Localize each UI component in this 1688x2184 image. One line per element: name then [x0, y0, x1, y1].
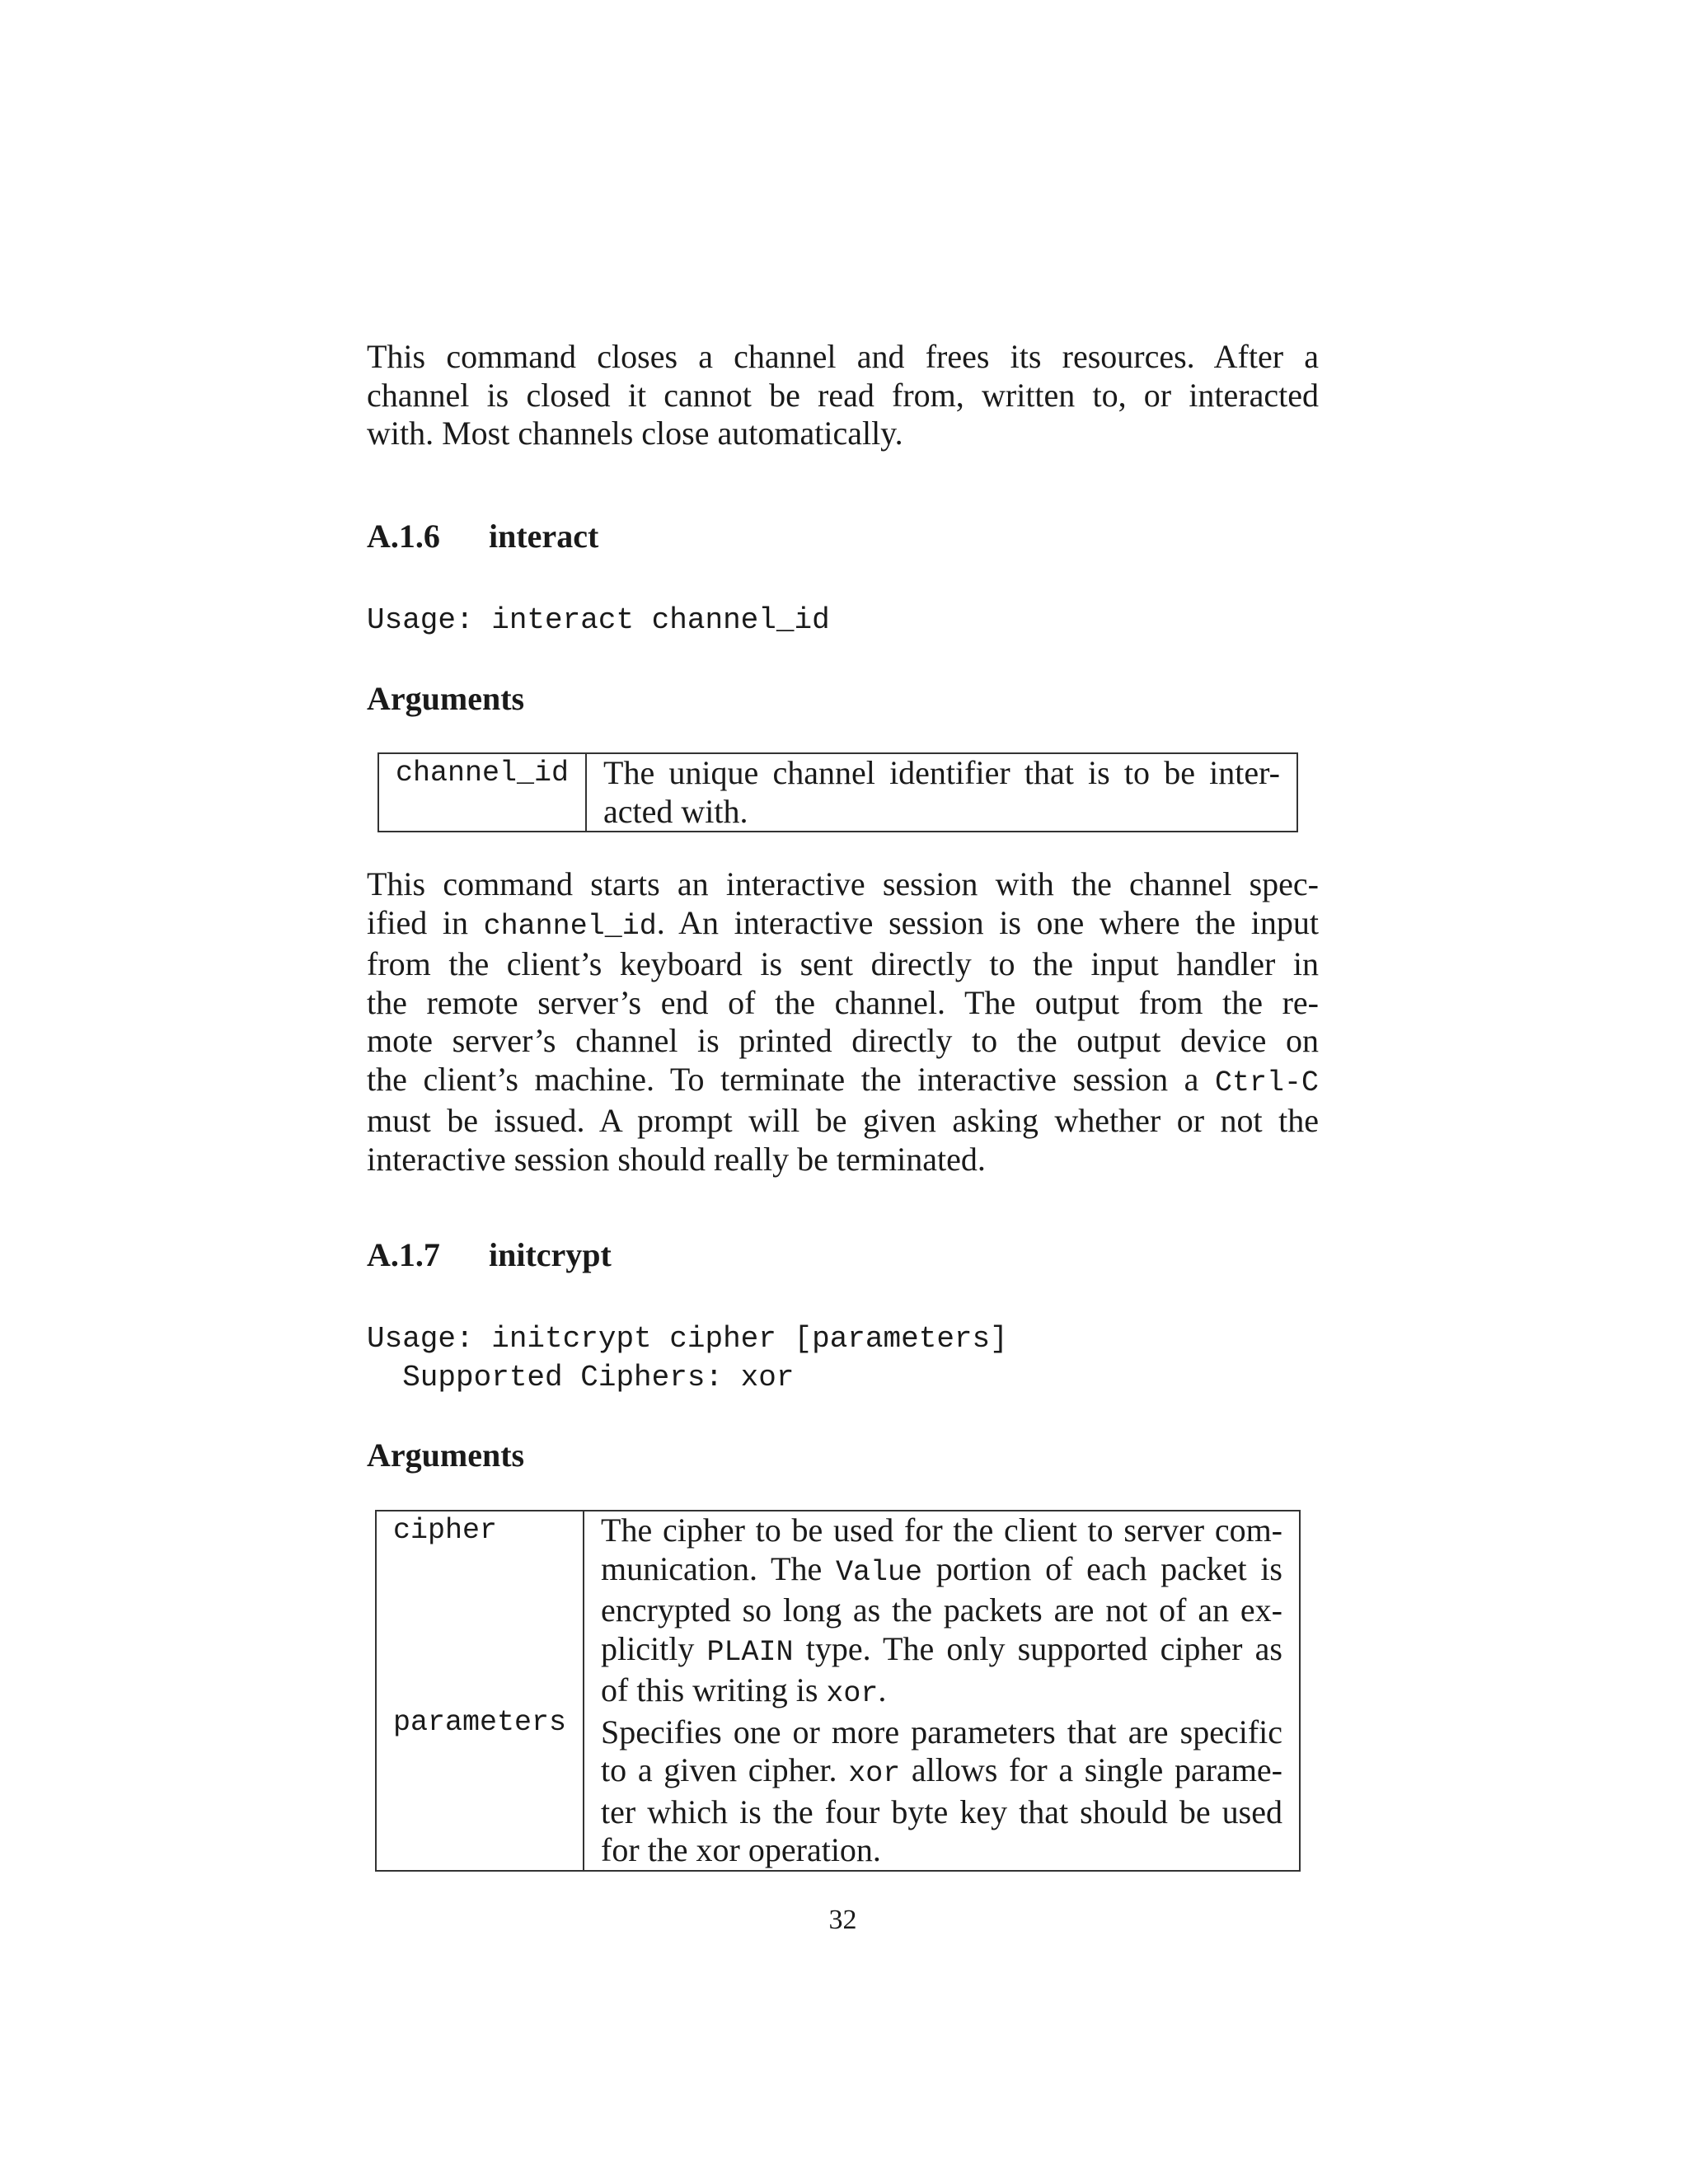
usage-line: Usage: initcrypt cipher [parameters] — [367, 1322, 1008, 1356]
inline-code: PLAIN — [706, 1635, 794, 1669]
arguments-heading: Arguments — [367, 1436, 525, 1474]
text-span: plicitly — [601, 1629, 707, 1667]
argument-name: channel_id — [378, 753, 586, 832]
text-line: The unique channel identifier that is to be inter- — [603, 754, 1280, 791]
argument-descriptions — [584, 1511, 1300, 1871]
text-line: This command closes a channel and frees its resources. After a — [367, 338, 1319, 375]
text-span: allows for a single parame- — [900, 1751, 1283, 1788]
text-span: ified in — [367, 903, 484, 941]
usage-line: Supported Ciphers: xor — [367, 1360, 795, 1394]
inline-code: channel_id — [483, 909, 657, 943]
argument-name: cipher — [393, 1514, 498, 1547]
text-span: of this writing is — [601, 1671, 827, 1708]
inline-code: Ctrl-C — [1214, 1066, 1319, 1099]
text-line: This command starts an interactive session with the channel spec- — [367, 865, 1319, 902]
text-line: from the client’s keyboard is sent directly to the input handler in — [367, 945, 1319, 982]
text-span: . An interactive session is one where the input — [656, 903, 1319, 941]
text-line: with. Most channels close automatically. — [367, 415, 903, 452]
text-span: munication. The — [601, 1549, 836, 1587]
intro-paragraph — [367, 338, 1319, 453]
inline-code: xor — [826, 1677, 879, 1710]
text-span: portion of each packet is — [922, 1549, 1282, 1587]
text-span: to a given cipher. — [601, 1751, 849, 1788]
table-row — [378, 753, 1297, 832]
section-title: interact — [489, 518, 599, 555]
table-row — [376, 1511, 1300, 1871]
text-line — [367, 904, 1319, 946]
text-line: must be issued. A prompt will be given asking whether or not the — [367, 1102, 1319, 1139]
text-line — [367, 1061, 1319, 1103]
text-line: ter which is the four byte key that should be used — [601, 1793, 1282, 1830]
text-span: . — [878, 1671, 887, 1708]
argument-description — [586, 753, 1297, 832]
interact-paragraph — [367, 865, 1319, 1179]
arguments-table-initcrypt — [375, 1510, 1301, 1872]
text-line: encrypted so long as the packets are not of an ex- — [601, 1591, 1282, 1629]
usage-initcrypt — [367, 1320, 1008, 1397]
section-title: initcrypt — [489, 1236, 612, 1273]
text-line: mote server’s channel is printed directly to the output device on — [367, 1022, 1319, 1059]
text-line: The cipher to be used for the client to server com- — [601, 1511, 1282, 1549]
text-line: Specifies one or more parameters that are specific — [601, 1713, 1282, 1750]
text-line: the remote server’s end of the channel. The output from the re- — [367, 983, 1319, 1021]
text-line — [601, 1550, 1282, 1592]
usage-interact: Usage: interact channel_id — [367, 603, 830, 637]
arguments-table-interact — [377, 752, 1298, 832]
text-span: the client’s machine. To terminate the interactive session a — [367, 1060, 1215, 1098]
text-line — [601, 1751, 1282, 1793]
section-number: A.1.6 — [367, 518, 440, 555]
text-line: for the xor operation. — [601, 1831, 881, 1868]
section-heading-initcrypt — [367, 1236, 612, 1274]
text-line: acted with. — [603, 792, 748, 830]
text-span: type. The only supported cipher as — [793, 1629, 1282, 1667]
text-line: interactive session should really be terminated. — [367, 1140, 986, 1178]
section-number: A.1.7 — [367, 1236, 440, 1273]
section-heading-interact — [367, 518, 598, 555]
text-line — [601, 1671, 1282, 1713]
inline-code: xor — [848, 1757, 901, 1790]
page-number: 32 — [828, 1905, 857, 1935]
argument-name: parameters — [393, 1705, 567, 1739]
argument-names — [376, 1511, 584, 1871]
text-line — [601, 1630, 1282, 1672]
inline-code: Value — [836, 1555, 923, 1589]
text-line: channel is closed it cannot be read from, written to, or interacted — [367, 376, 1319, 414]
document-page — [367, 0, 1319, 2184]
arguments-heading: Arguments — [367, 680, 525, 717]
